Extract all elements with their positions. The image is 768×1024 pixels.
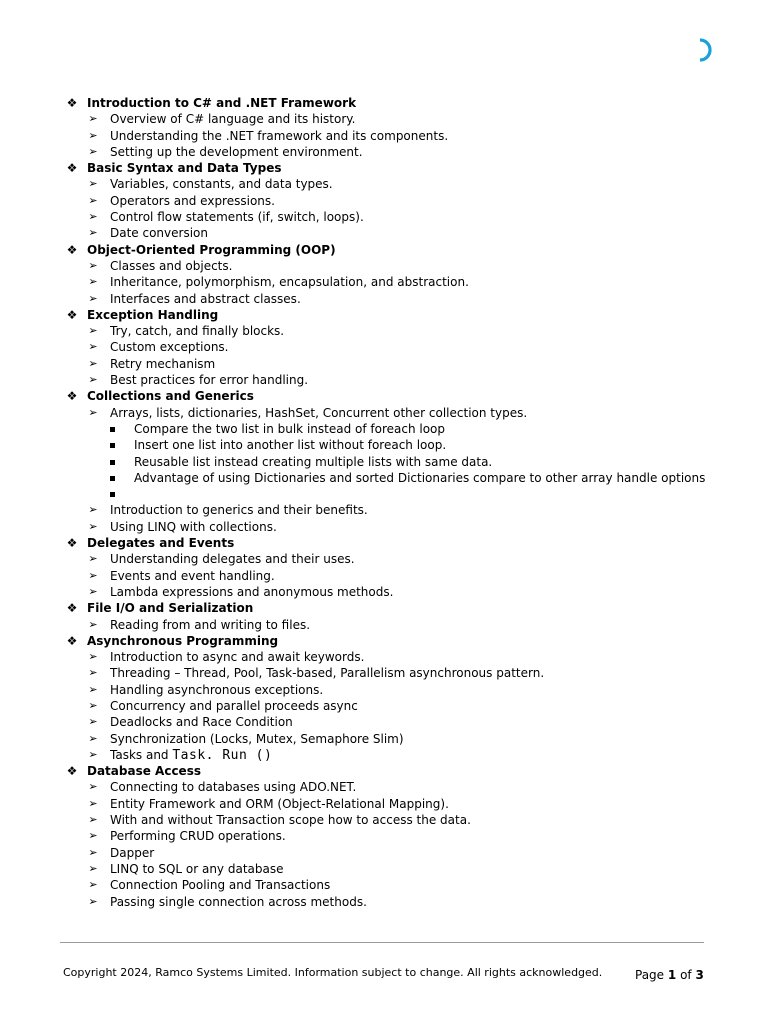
square-bullet-icon: [110, 492, 115, 497]
list-item-text: Events and event handling.: [110, 568, 275, 583]
list-item: [64, 584, 724, 600]
list-item-text: Best practices for error handling.: [110, 373, 309, 388]
list-item-text: Performing CRUD operations.: [110, 829, 286, 844]
section-title: Delegates and Events: [87, 536, 235, 551]
list-item: [64, 356, 724, 372]
list-item: [64, 291, 724, 307]
footer-divider: [60, 942, 704, 943]
list-item: [64, 111, 724, 127]
section-title: Object-Oriented Programming (OOP): [87, 242, 336, 257]
list-item: [64, 176, 724, 192]
list-item: [64, 812, 724, 828]
arrow-bullet-icon: ➢: [88, 829, 98, 843]
arrow-bullet-icon: ➢: [88, 373, 98, 387]
arrow-bullet-icon: ➢: [88, 324, 98, 338]
arrow-bullet-icon: ➢: [88, 144, 98, 158]
sub-list-item-text: Advantage of using Dictionaries and sorted Dictionaries compare to other array handle options: [134, 470, 706, 485]
list-item-text: Setting up the development environment.: [110, 144, 363, 159]
list-item-text: Custom exceptions.: [110, 340, 229, 355]
list-item-text: With and without Transaction scope how to access the data.: [110, 813, 471, 828]
list-item-text: Reading from and writing to files.: [110, 617, 311, 632]
list-item-text: Overview of C# language and its history.: [110, 112, 356, 127]
list-item: [64, 861, 724, 877]
list-item: [64, 682, 724, 698]
list-item: [64, 894, 724, 910]
arrow-bullet-icon: ➢: [88, 128, 98, 142]
diamond-bullet-icon: ❖: [66, 764, 78, 779]
page-current: 1: [667, 968, 677, 982]
arrow-bullet-icon: ➢: [88, 568, 98, 582]
list-item-text: Dapper: [110, 845, 155, 860]
list-item: [64, 568, 724, 584]
arrow-bullet-icon: ➢: [88, 845, 98, 859]
inline-code: Task. Run (): [172, 747, 273, 763]
square-bullet-icon: [110, 443, 115, 448]
arrow-bullet-icon: ➢: [88, 552, 98, 566]
section-heading: [64, 763, 724, 779]
list-item: [64, 617, 724, 633]
arrow-bullet-icon: ➢: [88, 291, 98, 305]
list-item-text: Deadlocks and Race Condition: [110, 715, 293, 730]
arrow-bullet-icon: ➢: [88, 356, 98, 370]
list-item: [64, 731, 724, 747]
list-item-text: Introduction to async and await keywords.: [110, 650, 365, 665]
section-title: Introduction to C# and .NET Framework: [87, 96, 357, 110]
section-title: Asynchronous Programming: [87, 633, 279, 648]
diamond-bullet-icon: ❖: [66, 389, 78, 404]
list-item-text: Passing single connection across methods.: [110, 894, 367, 909]
list-item: [64, 828, 724, 844]
diamond-bullet-icon: ❖: [66, 242, 78, 257]
arrow-bullet-icon: ➢: [88, 112, 98, 126]
list-item: [64, 519, 724, 535]
diamond-bullet-icon: ❖: [66, 161, 78, 176]
arrow-bullet-icon: ➢: [88, 715, 98, 729]
arrow-bullet-icon: ➢: [88, 617, 98, 631]
list-item-text: Classes and objects.: [110, 258, 233, 273]
list-item-text: Concurrency and parallel proceeds async: [110, 698, 358, 713]
arrow-bullet-icon: ➢: [88, 682, 98, 696]
sub-list-item: [64, 454, 724, 470]
page-number: [635, 968, 704, 982]
list-item: [64, 258, 724, 274]
list-item-text: LINQ to SQL or any database: [110, 861, 284, 876]
section-title: Exception Handling: [87, 307, 219, 322]
section-title: File I/O and Serialization: [87, 601, 254, 616]
course-outline: [64, 95, 724, 910]
arrow-bullet-icon: ➢: [88, 210, 98, 224]
list-item-text: Inheritance, polymorphism, encapsulation, and abstraction.: [110, 275, 469, 290]
section-heading: [64, 95, 724, 111]
arrow-bullet-icon: ➢: [88, 894, 98, 908]
list-item: [64, 649, 724, 665]
section-heading: [64, 242, 724, 258]
arrow-bullet-icon: ➢: [88, 780, 98, 794]
list-item-text: Arrays, lists, dictionaries, HashSet, Concurrent other collection types.: [110, 405, 528, 420]
section-heading: [64, 160, 724, 176]
square-bullet-icon: [110, 460, 115, 465]
page-total: 3: [695, 968, 704, 982]
list-item: [64, 372, 724, 388]
arrow-bullet-icon: ➢: [88, 340, 98, 354]
list-item: [64, 274, 724, 290]
arrow-bullet-icon: ➢: [88, 731, 98, 745]
list-item-text: Entity Framework and ORM (Object-Relational Mapping).: [110, 796, 449, 811]
section-title: Collections and Generics: [87, 389, 254, 404]
list-item: [64, 698, 724, 714]
arrow-bullet-icon: ➢: [88, 226, 98, 240]
copyright-notice: Copyright 2024, Ramco Systems Limited. Information subject to change. All rights acknowledged.: [63, 966, 603, 979]
arrow-bullet-icon: ➢: [88, 813, 98, 827]
arrow-bullet-icon: ➢: [88, 275, 98, 289]
list-item: [64, 714, 724, 730]
list-item-text: Connecting to databases using ADO.NET.: [110, 780, 357, 795]
list-item: [64, 225, 724, 241]
section-heading: [64, 535, 724, 551]
arrow-bullet-icon: ➢: [88, 698, 98, 712]
arrow-bullet-icon: ➢: [88, 584, 98, 598]
sub-list-item-text: Insert one list into another list without foreach loop.: [134, 438, 447, 453]
square-bullet-icon: [110, 476, 115, 481]
arrow-bullet-icon: ➢: [88, 796, 98, 810]
list-item: [64, 747, 724, 763]
list-item-text: Retry mechanism: [110, 356, 216, 371]
list-item-text: Try, catch, and finally blocks.: [110, 324, 285, 339]
list-item-text: Connection Pooling and Transactions: [110, 878, 331, 893]
arrow-bullet-icon: ➢: [88, 519, 98, 533]
list-item: [64, 128, 724, 144]
list-item: [64, 193, 724, 209]
list-item-text: Handling asynchronous exceptions.: [110, 682, 324, 697]
list-item: [64, 796, 724, 812]
list-item-text: Synchronization (Locks, Mutex, Semaphore Slim): [110, 731, 404, 746]
arrow-bullet-icon: ➢: [88, 878, 98, 892]
list-item-text: Variables, constants, and data types.: [110, 177, 333, 192]
arrow-bullet-icon: ➢: [88, 258, 98, 272]
list-item-text: Using LINQ with collections.: [110, 519, 277, 534]
arrow-bullet-icon: ➢: [88, 666, 98, 680]
arrow-bullet-icon: ➢: [88, 405, 98, 419]
sub-list-item-text: Reusable list instead creating multiple lists with same data.: [134, 454, 493, 469]
section-heading: [64, 600, 724, 616]
list-item: [64, 551, 724, 567]
square-bullet-icon: [110, 427, 115, 432]
diamond-bullet-icon: ❖: [66, 536, 78, 551]
diamond-bullet-icon: ❖: [66, 96, 78, 110]
brand-logo-icon: [696, 36, 720, 64]
arrow-bullet-icon: ➢: [88, 747, 98, 761]
diamond-bullet-icon: ❖: [66, 601, 78, 616]
page-of: of: [680, 968, 692, 982]
list-item: [64, 502, 724, 518]
arrow-bullet-icon: ➢: [88, 650, 98, 664]
list-item-text: Interfaces and abstract classes.: [110, 291, 301, 306]
diamond-bullet-icon: ❖: [66, 633, 78, 648]
list-item-text: Threading – Thread, Pool, Task-based, Parallelism asynchronous pattern.: [110, 666, 545, 681]
list-item-text: Lambda expressions and anonymous methods.: [110, 584, 394, 599]
list-item: [64, 323, 724, 339]
section-title: Basic Syntax and Data Types: [87, 161, 282, 176]
sub-list-item: [64, 486, 724, 502]
list-item: [64, 877, 724, 893]
list-item: [64, 339, 724, 355]
list-item: [64, 209, 724, 225]
section-heading: [64, 388, 724, 404]
section-heading: [64, 633, 724, 649]
list-item-text: Tasks and: [110, 747, 173, 762]
list-item-text: Understanding the .NET framework and its components.: [110, 128, 449, 143]
list-item-text: Operators and expressions.: [110, 193, 275, 208]
list-item: [64, 779, 724, 795]
sub-list-item-text: Compare the two list in bulk instead of foreach loop: [134, 421, 446, 436]
sub-list-item: [64, 470, 724, 486]
section-heading: [64, 307, 724, 323]
arrow-bullet-icon: ➢: [88, 177, 98, 191]
list-item: [64, 665, 724, 681]
arrow-bullet-icon: ➢: [88, 861, 98, 875]
sub-list-item: [64, 421, 724, 437]
list-item-text: Introduction to generics and their benefits.: [110, 503, 368, 518]
diamond-bullet-icon: ❖: [66, 307, 78, 322]
list-item: [64, 405, 724, 421]
page-label: Page: [635, 968, 665, 982]
section-title: Database Access: [87, 764, 201, 779]
sub-list-item: [64, 437, 724, 453]
list-item-text: Understanding delegates and their uses.: [110, 552, 355, 567]
arrow-bullet-icon: ➢: [88, 193, 98, 207]
list-item: [64, 845, 724, 861]
list-item-text: Date conversion: [110, 226, 208, 241]
arrow-bullet-icon: ➢: [88, 503, 98, 517]
list-item-text: Control flow statements (if, switch, loops).: [110, 210, 364, 225]
list-item: [64, 144, 724, 160]
